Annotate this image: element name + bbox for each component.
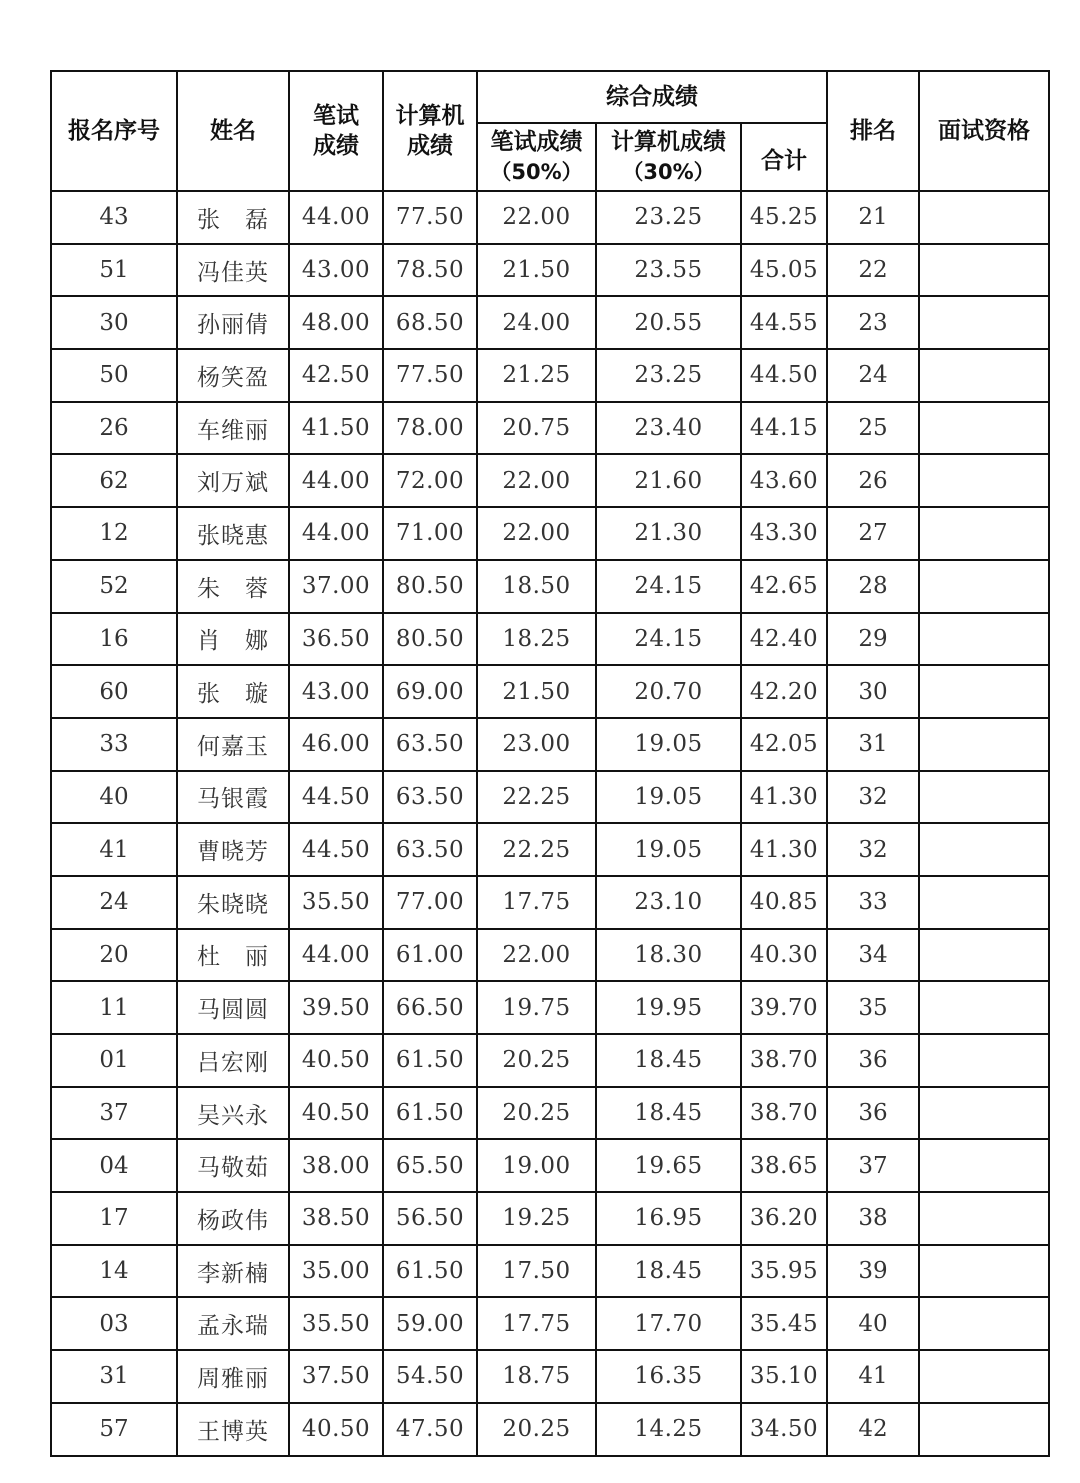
- cell-written-score: 36.50: [289, 613, 383, 666]
- cell-interview: [919, 1087, 1049, 1140]
- cell-total: 41.30: [741, 823, 827, 876]
- cell-written-score: 44.00: [289, 454, 383, 507]
- cell-total: 34.50: [741, 1403, 827, 1456]
- cell-total: 39.70: [741, 981, 827, 1034]
- cell-name: 刘万斌: [177, 454, 289, 507]
- cell-reg-no: 41: [51, 823, 177, 876]
- cell-total: 42.20: [741, 665, 827, 718]
- cell-computer-weighted: 16.35: [596, 1350, 741, 1403]
- table-row: [51, 823, 1049, 876]
- cell-computer-weighted: 18.45: [596, 1245, 741, 1298]
- cell-name: 杜 丽: [177, 929, 289, 982]
- cell-written-score: 38.50: [289, 1192, 383, 1245]
- cell-written-score: 37.00: [289, 560, 383, 613]
- cell-computer-score: 61.00: [383, 929, 477, 982]
- cell-name: 王博英: [177, 1403, 289, 1456]
- cell-written-weighted: 22.00: [477, 507, 596, 560]
- table-row: [51, 771, 1049, 824]
- cell-written-weighted: 18.75: [477, 1350, 596, 1403]
- header-written: [289, 71, 383, 191]
- cell-computer-score: 63.50: [383, 823, 477, 876]
- cell-total: 38.65: [741, 1139, 827, 1192]
- cell-written-score: 37.50: [289, 1350, 383, 1403]
- cell-rank: 36: [827, 1034, 919, 1087]
- cell-name: 杨政伟: [177, 1192, 289, 1245]
- cell-name: 张 璇: [177, 665, 289, 718]
- cell-written-score: 40.50: [289, 1034, 383, 1087]
- cell-computer-weighted: 17.70: [596, 1297, 741, 1350]
- cell-written-weighted: 18.25: [477, 613, 596, 666]
- cell-computer-weighted: 18.45: [596, 1087, 741, 1140]
- header-rank: 排名: [827, 71, 919, 191]
- table-row: [51, 1034, 1049, 1087]
- cell-written-weighted: 22.00: [477, 191, 596, 244]
- cell-name: 马敬茹: [177, 1139, 289, 1192]
- cell-computer-weighted: 20.55: [596, 296, 741, 349]
- cell-total: 42.05: [741, 718, 827, 771]
- cell-name: 周雅丽: [177, 1350, 289, 1403]
- cell-reg-no: 24: [51, 876, 177, 929]
- cell-total: 35.45: [741, 1297, 827, 1350]
- cell-interview: [919, 349, 1049, 402]
- cell-rank: 41: [827, 1350, 919, 1403]
- header-written-label: 笔试 成绩: [313, 103, 359, 159]
- cell-reg-no: 57: [51, 1403, 177, 1456]
- cell-computer-score: 63.50: [383, 718, 477, 771]
- cell-name: 朱 蓉: [177, 560, 289, 613]
- cell-computer-score: 69.00: [383, 665, 477, 718]
- cell-computer-score: 56.50: [383, 1192, 477, 1245]
- header-interview: 面试资格: [919, 71, 1049, 191]
- cell-written-weighted: 20.25: [477, 1087, 596, 1140]
- cell-computer-weighted: 21.30: [596, 507, 741, 560]
- cell-computer-score: 61.50: [383, 1245, 477, 1298]
- cell-rank: 32: [827, 771, 919, 824]
- header-computer: [383, 71, 477, 191]
- cell-computer-weighted: 23.25: [596, 191, 741, 244]
- cell-computer-weighted: 19.05: [596, 771, 741, 824]
- cell-rank: 28: [827, 560, 919, 613]
- cell-reg-no: 51: [51, 244, 177, 297]
- cell-written-score: 44.00: [289, 191, 383, 244]
- header-computer-weighted-label: 计算机成绩: [611, 129, 726, 155]
- cell-computer-score: 47.50: [383, 1403, 477, 1456]
- header-composite: 综合成绩: [477, 71, 827, 123]
- cell-name: 冯佳英: [177, 244, 289, 297]
- table-row: [51, 507, 1049, 560]
- cell-computer-weighted: 24.15: [596, 560, 741, 613]
- cell-computer-score: 63.50: [383, 771, 477, 824]
- table-row: [51, 1192, 1049, 1245]
- cell-rank: 39: [827, 1245, 919, 1298]
- cell-name: 张晓惠: [177, 507, 289, 560]
- table-row: [51, 929, 1049, 982]
- cell-name: 何嘉玉: [177, 718, 289, 771]
- cell-reg-no: 11: [51, 981, 177, 1034]
- table-row: [51, 454, 1049, 507]
- cell-rank: 21: [827, 191, 919, 244]
- cell-total: 40.85: [741, 876, 827, 929]
- cell-name: 肖 娜: [177, 613, 289, 666]
- cell-rank: 27: [827, 507, 919, 560]
- cell-rank: 32: [827, 823, 919, 876]
- cell-written-weighted: 21.25: [477, 349, 596, 402]
- cell-computer-score: 61.50: [383, 1087, 477, 1140]
- cell-computer-score: 61.50: [383, 1034, 477, 1087]
- cell-reg-no: 04: [51, 1139, 177, 1192]
- cell-interview: [919, 191, 1049, 244]
- cell-written-weighted: 17.50: [477, 1245, 596, 1298]
- cell-name: 孙丽倩: [177, 296, 289, 349]
- cell-written-score: 40.50: [289, 1403, 383, 1456]
- cell-computer-weighted: 20.70: [596, 665, 741, 718]
- cell-total: 35.95: [741, 1245, 827, 1298]
- cell-computer-score: 59.00: [383, 1297, 477, 1350]
- cell-written-score: 44.50: [289, 771, 383, 824]
- cell-reg-no: 01: [51, 1034, 177, 1087]
- cell-computer-score: 66.50: [383, 981, 477, 1034]
- cell-total: 45.05: [741, 244, 827, 297]
- cell-total: 41.30: [741, 771, 827, 824]
- cell-rank: 26: [827, 454, 919, 507]
- cell-written-weighted: 20.25: [477, 1403, 596, 1456]
- cell-total: 44.15: [741, 402, 827, 455]
- table-row: [51, 981, 1049, 1034]
- header-written-weighted-label: 笔试成绩: [490, 129, 583, 155]
- cell-written-weighted: 20.25: [477, 1034, 596, 1087]
- cell-total: 45.25: [741, 191, 827, 244]
- table-row: [51, 1350, 1049, 1403]
- table-row: [51, 1245, 1049, 1298]
- cell-rank: 30: [827, 665, 919, 718]
- cell-written-score: 35.00: [289, 1245, 383, 1298]
- cell-written-score: 39.50: [289, 981, 383, 1034]
- cell-reg-no: 40: [51, 771, 177, 824]
- cell-computer-weighted: 16.95: [596, 1192, 741, 1245]
- cell-rank: 29: [827, 613, 919, 666]
- cell-computer-weighted: 23.10: [596, 876, 741, 929]
- cell-interview: [919, 981, 1049, 1034]
- table-row: [51, 1403, 1049, 1456]
- cell-written-score: 44.00: [289, 507, 383, 560]
- table-row: [51, 296, 1049, 349]
- cell-computer-score: 77.50: [383, 191, 477, 244]
- cell-computer-weighted: 14.25: [596, 1403, 741, 1456]
- cell-total: 40.30: [741, 929, 827, 982]
- score-table: [50, 70, 1050, 1457]
- cell-rank: 33: [827, 876, 919, 929]
- cell-interview: [919, 1245, 1049, 1298]
- cell-computer-weighted: 23.40: [596, 402, 741, 455]
- header-written-weighted-pct: （50%）: [490, 160, 583, 184]
- table-body: [51, 191, 1049, 1456]
- cell-reg-no: 16: [51, 613, 177, 666]
- cell-total: 36.20: [741, 1192, 827, 1245]
- cell-computer-score: 72.00: [383, 454, 477, 507]
- cell-interview: [919, 244, 1049, 297]
- cell-written-score: 41.50: [289, 402, 383, 455]
- cell-computer-score: 65.50: [383, 1139, 477, 1192]
- cell-written-weighted: 23.00: [477, 718, 596, 771]
- cell-written-score: 46.00: [289, 718, 383, 771]
- table-row: [51, 1139, 1049, 1192]
- cell-rank: 24: [827, 349, 919, 402]
- cell-total: 44.55: [741, 296, 827, 349]
- cell-interview: [919, 507, 1049, 560]
- cell-name: 李新楠: [177, 1245, 289, 1298]
- cell-name: 杨笑盈: [177, 349, 289, 402]
- cell-interview: [919, 876, 1049, 929]
- table-row: [51, 191, 1049, 244]
- cell-written-score: 38.00: [289, 1139, 383, 1192]
- cell-rank: 42: [827, 1403, 919, 1456]
- cell-computer-weighted: 21.60: [596, 454, 741, 507]
- cell-written-weighted: 19.75: [477, 981, 596, 1034]
- cell-interview: [919, 1139, 1049, 1192]
- table-row: [51, 244, 1049, 297]
- cell-reg-no: 17: [51, 1192, 177, 1245]
- cell-interview: [919, 296, 1049, 349]
- cell-interview: [919, 1350, 1049, 1403]
- cell-computer-weighted: 19.05: [596, 718, 741, 771]
- cell-reg-no: 20: [51, 929, 177, 982]
- header-computer-weighted: [596, 123, 741, 191]
- cell-reg-no: 37: [51, 1087, 177, 1140]
- cell-name: 马圆圆: [177, 981, 289, 1034]
- cell-reg-no: 12: [51, 507, 177, 560]
- cell-rank: 31: [827, 718, 919, 771]
- table-row: [51, 876, 1049, 929]
- header-reg-no: 报名序号: [51, 71, 177, 191]
- cell-written-weighted: 22.00: [477, 929, 596, 982]
- cell-computer-weighted: 24.15: [596, 613, 741, 666]
- cell-reg-no: 03: [51, 1297, 177, 1350]
- cell-written-score: 42.50: [289, 349, 383, 402]
- cell-interview: [919, 402, 1049, 455]
- cell-computer-score: 54.50: [383, 1350, 477, 1403]
- cell-written-weighted: 22.25: [477, 771, 596, 824]
- cell-written-score: 43.00: [289, 665, 383, 718]
- cell-computer-score: 77.00: [383, 876, 477, 929]
- cell-rank: 38: [827, 1192, 919, 1245]
- cell-written-weighted: 22.25: [477, 823, 596, 876]
- cell-reg-no: 33: [51, 718, 177, 771]
- cell-computer-score: 68.50: [383, 296, 477, 349]
- cell-name: 孟永瑞: [177, 1297, 289, 1350]
- cell-rank: 40: [827, 1297, 919, 1350]
- cell-computer-score: 78.00: [383, 402, 477, 455]
- cell-interview: [919, 1192, 1049, 1245]
- table-row: [51, 349, 1049, 402]
- header-written-weighted: [477, 123, 596, 191]
- cell-computer-weighted: 23.55: [596, 244, 741, 297]
- cell-written-weighted: 20.75: [477, 402, 596, 455]
- cell-written-weighted: 21.50: [477, 665, 596, 718]
- cell-rank: 23: [827, 296, 919, 349]
- cell-written-score: 44.00: [289, 929, 383, 982]
- cell-interview: [919, 560, 1049, 613]
- cell-reg-no: 30: [51, 296, 177, 349]
- cell-computer-score: 80.50: [383, 560, 477, 613]
- cell-name: 吕宏刚: [177, 1034, 289, 1087]
- table-row: [51, 1087, 1049, 1140]
- cell-name: 张 磊: [177, 191, 289, 244]
- cell-rank: 35: [827, 981, 919, 1034]
- cell-rank: 25: [827, 402, 919, 455]
- header-computer-label: 计算机 成绩: [395, 103, 465, 159]
- cell-written-weighted: 17.75: [477, 876, 596, 929]
- cell-written-score: 40.50: [289, 1087, 383, 1140]
- cell-reg-no: 31: [51, 1350, 177, 1403]
- cell-rank: 34: [827, 929, 919, 982]
- cell-interview: [919, 718, 1049, 771]
- cell-computer-score: 77.50: [383, 349, 477, 402]
- cell-total: 44.50: [741, 349, 827, 402]
- cell-computer-weighted: 18.30: [596, 929, 741, 982]
- cell-rank: 22: [827, 244, 919, 297]
- header-total: 合计: [741, 123, 827, 191]
- cell-computer-score: 78.50: [383, 244, 477, 297]
- cell-total: 38.70: [741, 1034, 827, 1087]
- cell-name: 朱晓晓: [177, 876, 289, 929]
- cell-name: 车维丽: [177, 402, 289, 455]
- cell-written-score: 44.50: [289, 823, 383, 876]
- cell-reg-no: 43: [51, 191, 177, 244]
- cell-written-score: 48.00: [289, 296, 383, 349]
- cell-reg-no: 62: [51, 454, 177, 507]
- table-row: [51, 402, 1049, 455]
- cell-computer-weighted: 19.65: [596, 1139, 741, 1192]
- cell-computer-weighted: 23.25: [596, 349, 741, 402]
- cell-total: 43.60: [741, 454, 827, 507]
- cell-written-score: 35.50: [289, 876, 383, 929]
- table-row: [51, 718, 1049, 771]
- table-row: [51, 665, 1049, 718]
- cell-reg-no: 60: [51, 665, 177, 718]
- cell-interview: [919, 771, 1049, 824]
- cell-written-weighted: 17.75: [477, 1297, 596, 1350]
- cell-computer-score: 71.00: [383, 507, 477, 560]
- cell-reg-no: 14: [51, 1245, 177, 1298]
- cell-computer-weighted: 19.05: [596, 823, 741, 876]
- cell-computer-weighted: 19.95: [596, 981, 741, 1034]
- cell-reg-no: 52: [51, 560, 177, 613]
- cell-interview: [919, 613, 1049, 666]
- cell-written-weighted: 18.50: [477, 560, 596, 613]
- cell-written-weighted: 22.00: [477, 454, 596, 507]
- cell-written-weighted: 24.00: [477, 296, 596, 349]
- cell-name: 吴兴永: [177, 1087, 289, 1140]
- cell-interview: [919, 1034, 1049, 1087]
- cell-written-score: 43.00: [289, 244, 383, 297]
- cell-rank: 37: [827, 1139, 919, 1192]
- cell-computer-score: 80.50: [383, 613, 477, 666]
- cell-written-weighted: 19.25: [477, 1192, 596, 1245]
- header-computer-weighted-pct: （30%）: [622, 160, 715, 184]
- cell-reg-no: 26: [51, 402, 177, 455]
- cell-total: 42.65: [741, 560, 827, 613]
- cell-total: 43.30: [741, 507, 827, 560]
- table-header: [51, 71, 1049, 191]
- cell-written-weighted: 21.50: [477, 244, 596, 297]
- cell-interview: [919, 929, 1049, 982]
- cell-reg-no: 50: [51, 349, 177, 402]
- cell-interview: [919, 1403, 1049, 1456]
- table-row: [51, 613, 1049, 666]
- table-row: [51, 1297, 1049, 1350]
- cell-name: 马银霞: [177, 771, 289, 824]
- cell-total: 35.10: [741, 1350, 827, 1403]
- header-name: 姓名: [177, 71, 289, 191]
- table-row: [51, 560, 1049, 613]
- cell-rank: 36: [827, 1087, 919, 1140]
- cell-computer-weighted: 18.45: [596, 1034, 741, 1087]
- cell-interview: [919, 1297, 1049, 1350]
- cell-written-weighted: 19.00: [477, 1139, 596, 1192]
- cell-written-score: 35.50: [289, 1297, 383, 1350]
- cell-total: 42.40: [741, 613, 827, 666]
- cell-total: 38.70: [741, 1087, 827, 1140]
- cell-interview: [919, 665, 1049, 718]
- cell-interview: [919, 823, 1049, 876]
- cell-name: 曹晓芳: [177, 823, 289, 876]
- cell-interview: [919, 454, 1049, 507]
